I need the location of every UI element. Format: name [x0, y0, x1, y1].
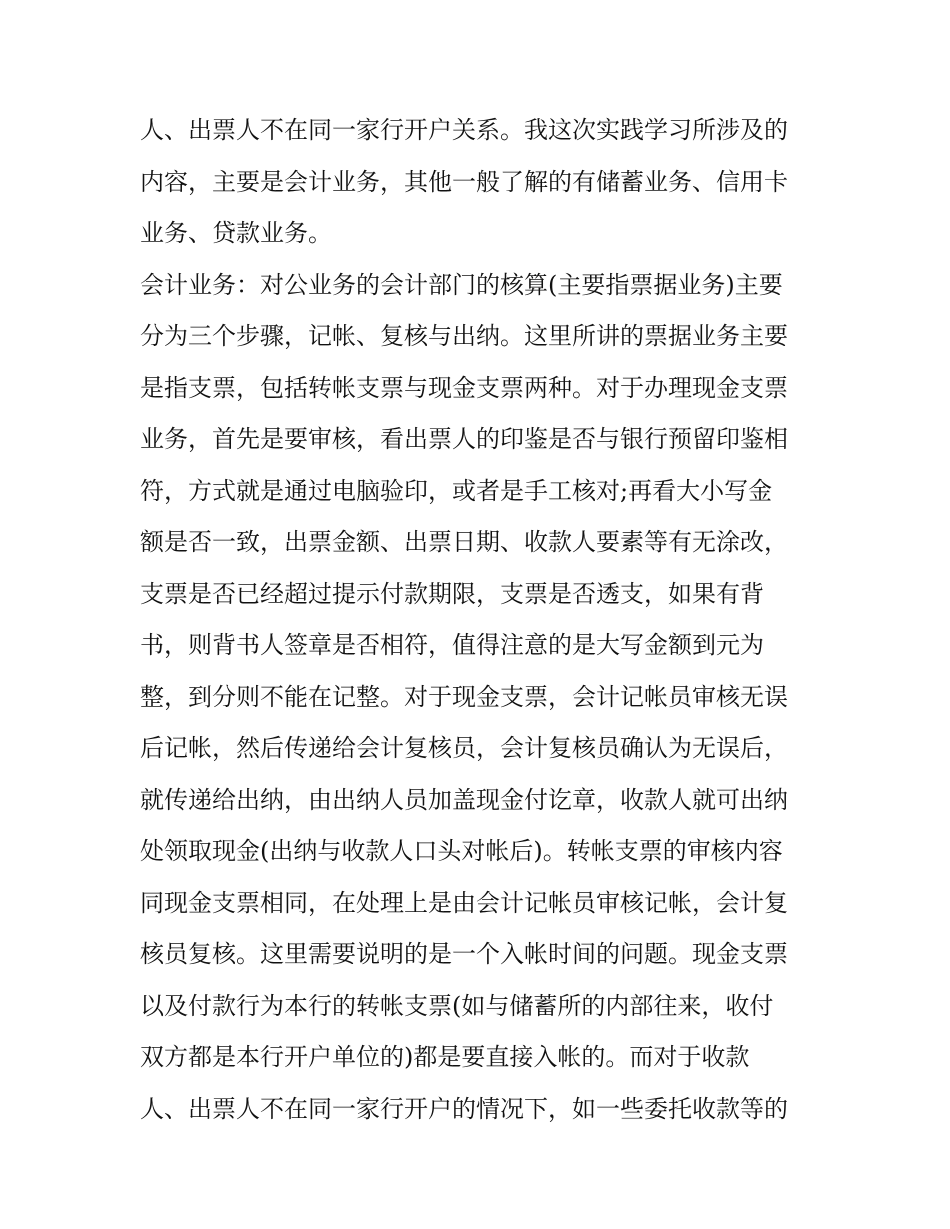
- text-line: 人、出票人不在同一家行开户的情况下，如一些委托收款等的: [140, 1094, 788, 1123]
- text-line: 支票是否已经超过提示付款期限，支票是否透支，如果有背: [140, 579, 764, 608]
- text-line: 处领取现金(出纳与收款人口头对帐后)。转帐支票的审核内容: [140, 837, 783, 865]
- text-line: 业务、贷款业务。: [140, 219, 332, 247]
- text-line: 就传递给出纳，由出纳人员加盖现金付讫章，收款人就可出纳: [140, 785, 788, 814]
- text-line: 同现金支票相同，在处理上是由会计记帐员审核记帐，会计复: [140, 888, 788, 917]
- text-line: 核员复核。这里需要说明的是一个入帐时间的问题。现金支票: [140, 940, 788, 968]
- text-line: 是指支票，包括转帐支票与现金支票两种。对于办理现金支票: [140, 373, 788, 402]
- text-line: 额是否一致，出票金额、出票日期、收款人要素等有无涂改，: [140, 528, 788, 556]
- text-line: 会计业务：对公业务的会计部门的核算(主要指票据业务)主要: [140, 270, 783, 299]
- text-line: 整，到分则不能在记整。对于现金支票，会计记帐员审核无误: [140, 682, 788, 711]
- body-text: [140, 105, 820, 1135]
- text-line: 业务，首先是要审核，看出票人的印鉴是否与银行预留印鉴相: [140, 425, 788, 453]
- text-line: 分为三个步骤，记帐、复核与出纳。这里所讲的票据业务主要: [140, 322, 788, 350]
- text-line: 以及付款行为本行的转帐支票(如与储蓄所的内部往来，收付: [140, 991, 774, 1020]
- text-line: 后记帐，然后传递给会计复核员，会计复核员确认为无误后，: [140, 734, 788, 762]
- text-line: 人、出票人不在同一家行开户关系。我这次实践学习所涉及的: [140, 116, 788, 144]
- text-line: 内容，主要是会计业务，其他一般了解的有储蓄业务、信用卡: [140, 167, 788, 196]
- text-line: 双方都是本行开户单位的)都是要直接入帐的。而对于收款: [140, 1043, 750, 1071]
- text-line: 符，方式就是通过电脑验印，或者是手工核对;再看大小写金: [140, 476, 773, 505]
- text-line: 书，则背书人签章是否相符，值得注意的是大写金额到元为: [140, 631, 764, 659]
